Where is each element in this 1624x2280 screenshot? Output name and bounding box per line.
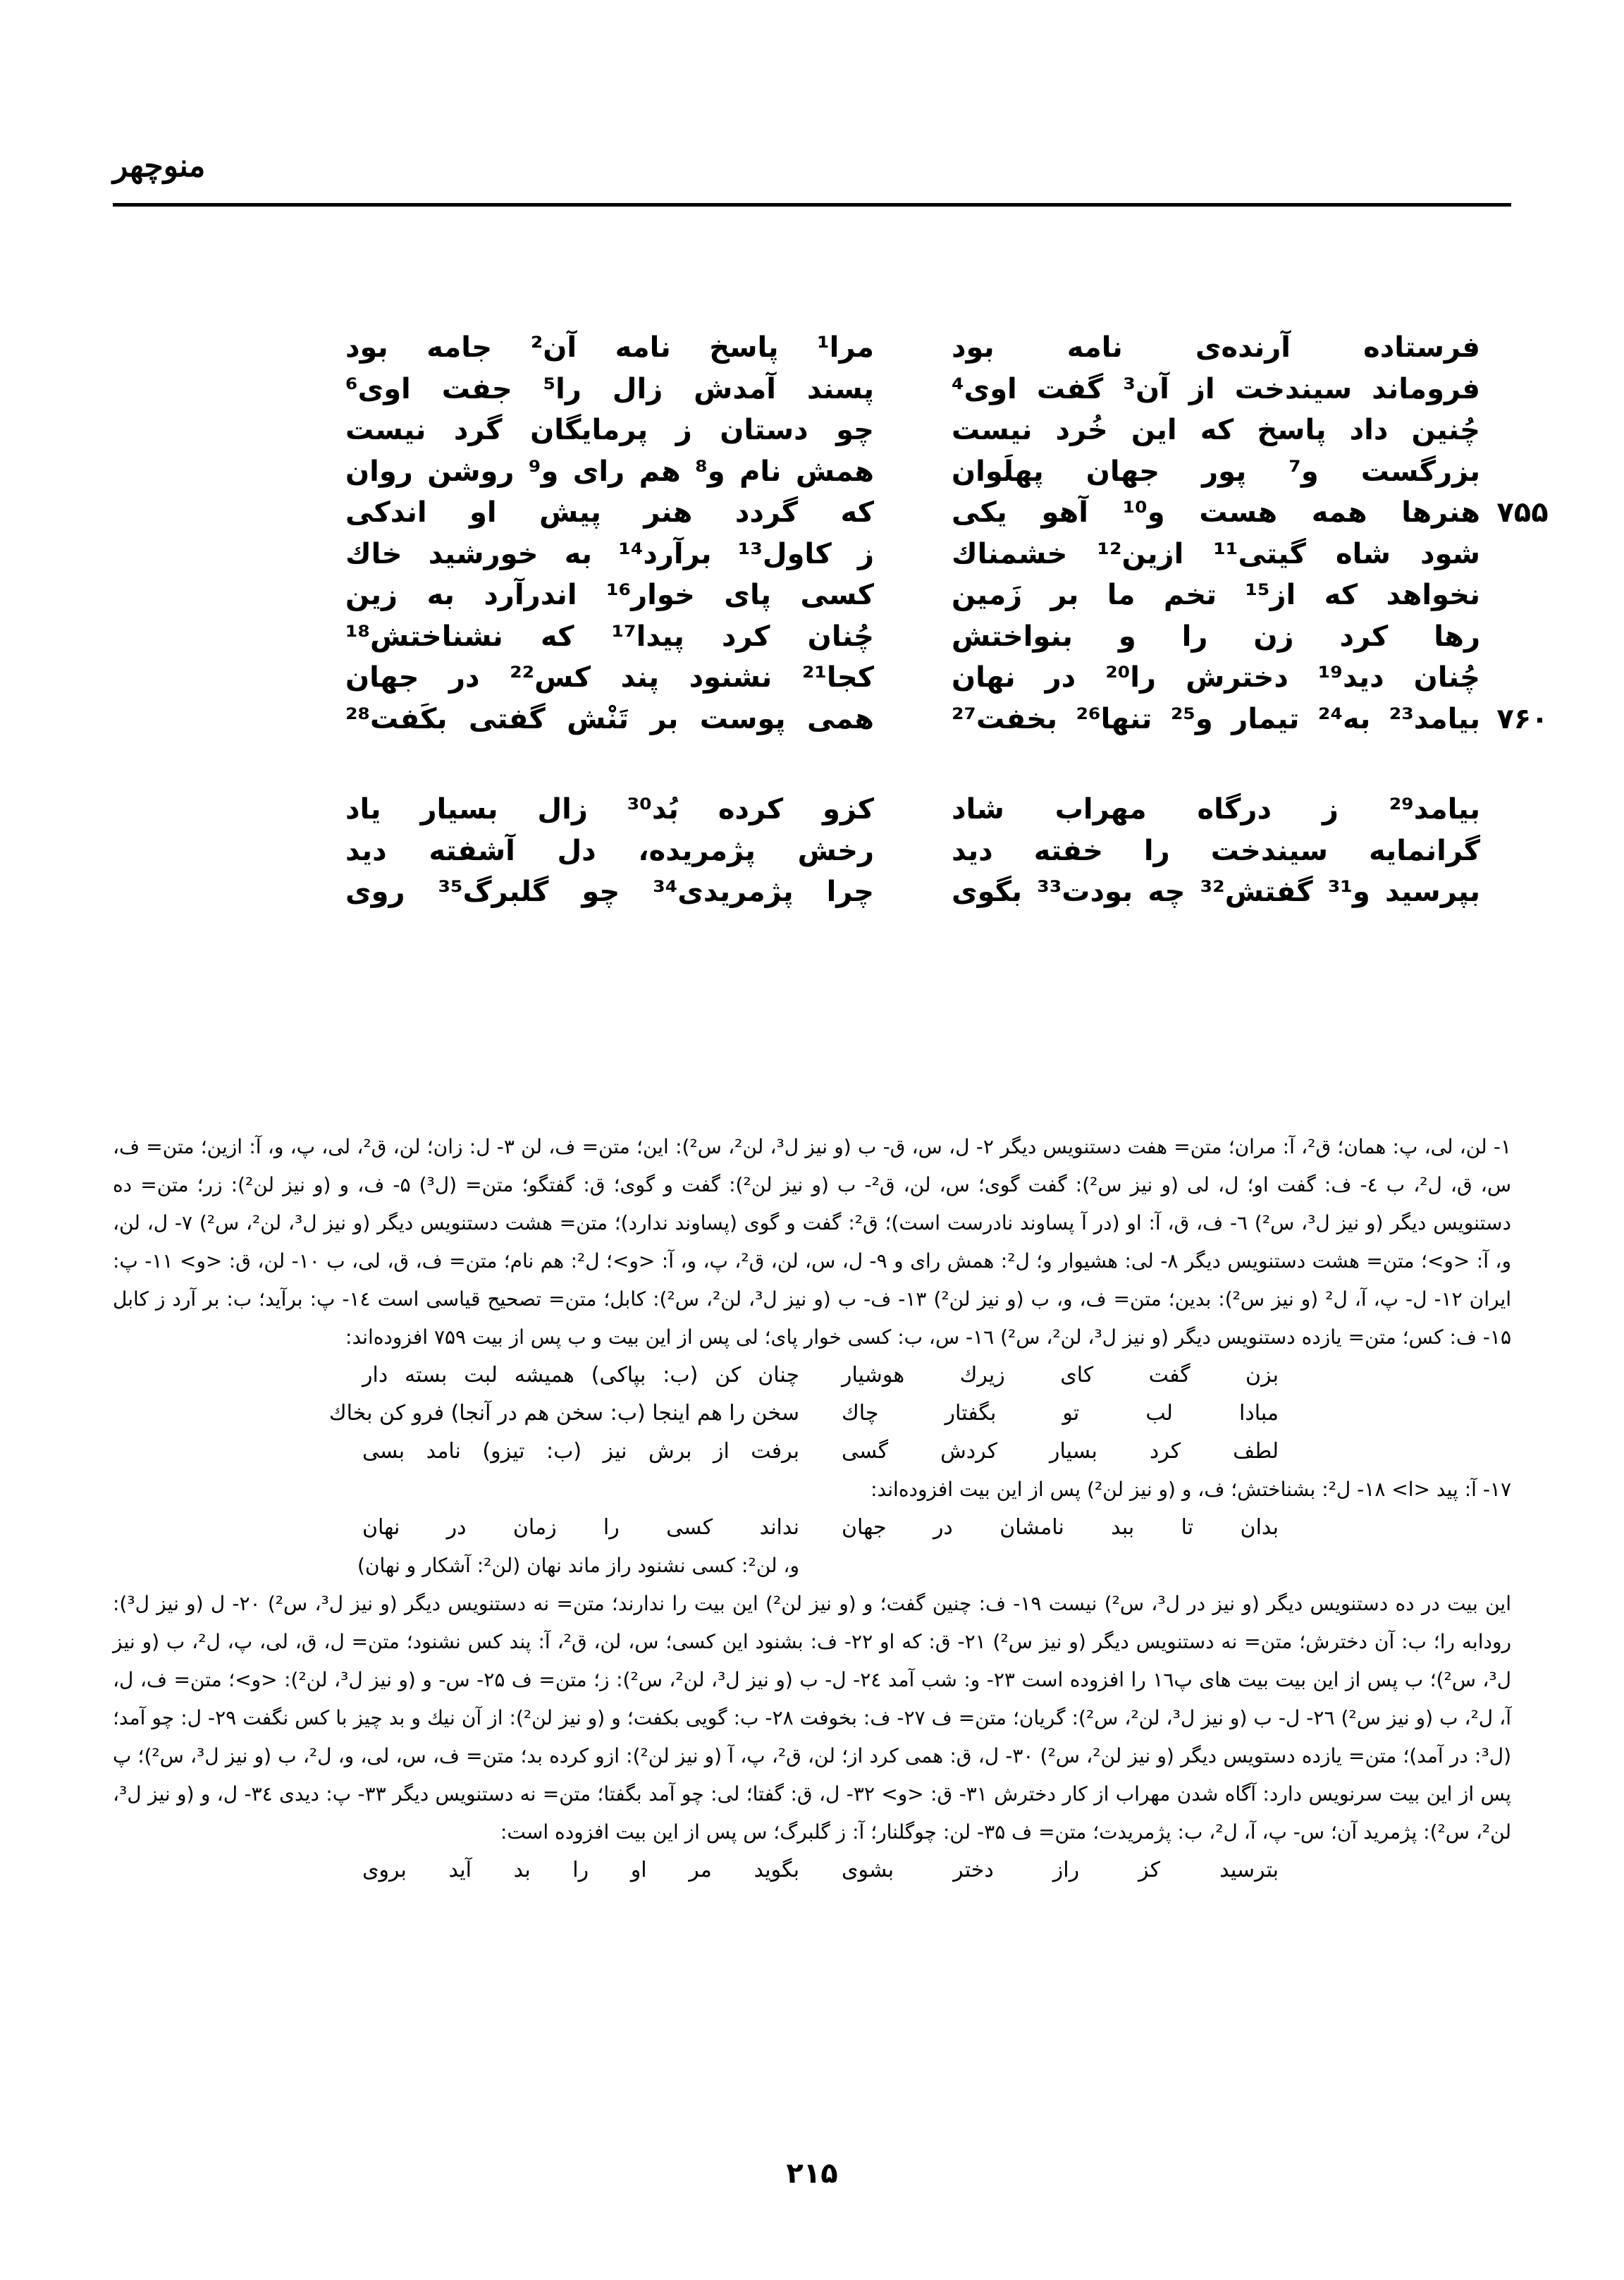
added-hemistich: لطف کرد بسیار کردش گسی [842, 1439, 1279, 1464]
added-hemistich: بترسید کز راز دختر بشوی [842, 1858, 1279, 1882]
couplet [226, 620, 1480, 662]
hemistich-first: بیامد²³ به²⁴ تیمار و²⁵ تنها²⁶ بخفت²⁷ [952, 702, 1481, 735]
footnote-paragraph: ۱۷- آ: پید <ا> ۱۸- ل²: بشناختش؛ ف، و (و نیز لن²) پس از این بیت افزوده‌اند: [871, 1478, 1511, 1501]
couplet [226, 496, 1549, 538]
hemistich-first: چُنین داد پاسخ که این خُرد نیست [952, 414, 1480, 446]
added-hemistich: برفت از برش نیز (ب: تیزو) نامد بسی [362, 1439, 799, 1464]
stanza-gap [226, 744, 1480, 793]
couplet [226, 331, 1480, 373]
added-verse-variant [113, 1547, 1511, 1585]
hemistich-second: مرا¹ پاسخ نامه آن² جامه بود [345, 331, 874, 364]
added-verse [113, 1509, 1511, 1547]
couplet [226, 414, 1480, 455]
page-header [113, 141, 1511, 204]
couplet [226, 661, 1480, 703]
footnote-paragraph: ۱- لن، لی، پ: همان؛ ق²، آ: مران؛ متن= هفت دستنویس دیگر ۲- ل، س، ق- ب (و نیز ل³، لن²، س²): این؛ متن= ف، لن ۳- ل: زان؛ لن، ق²، لی، پ، و، آ: ازین؛ متن= ف، س، ق، ل²، ب ٤- ف: گفت او؛ ل، لی (و نیز س²): گفت گوی؛ س، لن، ق²- ب (و نیز لن²): گفت و گوی؛ ق: گفتگو؛ متن= (ل³) ۵- ف، و (و نیز لن²): زر؛ متن= ده دستنویس دیگر (و نیز ل³، س²) ٦- ف، ق، آ: او (در آ پساوند نادرست است)؛ ق²: گفت و گوی (پساوند ندارد)؛ متن= هشت دستنویس دیگر (و نیز ل³، لن²، س²) ۷- ل، لن، و، آ: <و>؛ متن= هشت دستنویس دیگر ۸- لی: هشیوار و؛ ل²: همش رای و ۹- ل، س، لن، ق²، پ، و، آ: <و>؛ ل²: هم نام؛ متن= ف، ق، لی، ب ۱۰- لن، ق: <و> ۱۱- پ: ایران ۱۲- ل- پ، آ، ل² (و نیز س²): بدین؛ متن= ف، و، ب (و نیز لن²) ۱۳- ف- ب (و نیز ل³، لن²، س²): کابل؛ متن= تصحیح قیاسی است ۱٤- پ: برآید؛ ب: بر آرد ز کابل ۱۵- ف: کس؛ متن= یازده دستنویس دیگر (و نیز ل³، لن²، س²) ۱٦- س، ب: کسی خوار پای؛ لی پس از این بیت و ب پس از بیت ۷۵۹ افزوده‌اند: [113, 1135, 1512, 1349]
added-verse [113, 1851, 1511, 1889]
hemistich-first: هنرها همه هست و¹⁰ آهو یکی [952, 496, 1480, 529]
couplet [226, 373, 1480, 415]
couplet [226, 793, 1480, 835]
added-hemistich: چنان کن (ب: بپاکی) همیشه لبت بسته دار [362, 1363, 799, 1387]
hemistich-first: فرستاده آرنده‌ی نامه بود [952, 331, 1480, 364]
hemistich-second: همش نام و⁸ هم رای و⁹ روشن روان [345, 455, 874, 488]
hemistich-first: نخواهد که از¹⁵ تخم ما بر زَمین [952, 579, 1480, 611]
verse-block-1 [226, 331, 1549, 744]
header-rule [113, 203, 1511, 207]
added-hemistich: مبادا لب تو بگفتار چاك [842, 1401, 1279, 1426]
added-hemistich: بگوید مر او را بد آید بروی [362, 1858, 799, 1882]
hemistich-first: بزرگست و⁷ پور جهان پهلَوان [952, 455, 1480, 488]
hemistich-first: رها کرد زن را و بنواختش [952, 620, 1480, 653]
verse-line-number: ۷۶۰ [1496, 702, 1549, 735]
verse-block-2 [226, 793, 1480, 917]
critical-apparatus [113, 1128, 1511, 1889]
verse-area [226, 331, 1549, 917]
added-verse [113, 1395, 1511, 1433]
running-title: منوچهر [113, 148, 206, 184]
hemistich-second: چُنان کرد پیدا¹⁷ که نشناختش¹⁸ [345, 620, 874, 653]
couplet [226, 579, 1480, 620]
verse-line-number: ۷۵۵ [1496, 496, 1549, 529]
added-verses-1 [113, 1356, 1511, 1471]
hemistich-second: چو دستان ز پرمایگان گرد نیست [345, 414, 874, 446]
hemistich-first: گرانمایه سیندخت را خفته دید [952, 834, 1480, 867]
couplet [226, 455, 1480, 497]
page-number: ۲۱۵ [786, 2157, 838, 2190]
added-verse [113, 1356, 1511, 1395]
footnote-paragraph: این بیت در ده دستنویس دیگر (و نیز در ل³، س²) نیست ۱۹- ف: چنین گفت؛ و (و نیز لن²) این بیت را ندارند؛ متن= نه دستنویس دیگر (و نیز ل³، س²) ۲۰- ل (و نیز ل³): رودابه را؛ ب: آن دخترش؛ متن= نه دستنویس دیگر (و نیز س²) ۲۱- ق: که او ۲۲- ف: بشنود این کسی؛ س، لن، ق²، آ: پند کس نشنود؛ متن= ل، ق، لی، پ، ل²، ب (و نیز ل³، س²)؛ ب پس از این بیت بیت های پ۱٦ را افزوده است ۲۳- و: شب آمد ۲٤- ل- ب (و نیز ل³، لن²، س²): ز؛ متن= ف ۲۵- س- و (و نیز ل³، لن²): <و>؛ متن= ف، ل، آ، ل²، ب (و نیز س²) ۲٦- ل- ب (و نیز ل³، لن²، س²): گریان؛ متن= ف ۲۷- ف: بخوفت ۲۸- ب: گویی بکفت؛ و (و نیز لن²): از آن نیك و بد چیز با کس نگفت ۲۹- ل: چو آمد؛ (ل³: در آمد)؛ متن= یازده دستویس دیگر (و نیز لن²، س²) ۳۰- ل، ق: همی کرد از؛ لن، ق²، پ، آ (و نیز لن²): ازو کرده بد؛ متن= ف، س، لی، و، ل²، ب (و نیز ل³، س²)؛ پ پس از این بیت سرنویس دارد: آگاه شدن مهراب از کار دخترش ۳۱- ق: <و> ۳۲- ل، ق: گفتا؛ لی: چو آمد بگفتا؛ متن= نه دستنویس دیگر ۳۳- پ: دیدی ۳٤- ل، و (و نیز ل³، لن²، س²): پژمرید آن؛ س- پ، آ، ل²، ب: پژمریدت؛ متن= ف ۳۵- لن: چوگلنار؛ آ: ز گلبرگ؛ س پس از این بیت افزوده است: [113, 1592, 1512, 1844]
couplet [226, 702, 1549, 744]
hemistich-second: چرا پژمریدی³⁴ چو گلبرگ³⁵ روی [345, 876, 874, 908]
hemistich-second: که گردد هنر پیش او اندکی [345, 496, 874, 529]
variant-text: و، لن²: کسی نشنود راز ماند نهان (لن²: آشکار و نهان) [357, 1554, 799, 1577]
hemistich-first: بپرسید و³¹ گفتش³² چه بودت³³ بگوی [952, 876, 1480, 908]
added-hemistich: بزن گفت کای زیرك هوشیار [842, 1363, 1279, 1387]
couplet [226, 876, 1480, 917]
added-verse [113, 1433, 1511, 1471]
hemistich-second: پسند آمدش زال را⁵ جفت اوی⁶ [345, 372, 874, 405]
hemistich-first: بیامد²⁹ ز درگاه مهراب شاد [952, 793, 1480, 826]
hemistich-second: رخش پژمریده، دل آشفته دید [345, 834, 874, 867]
couplet [226, 538, 1480, 580]
hemistich-first: فروماند سیندخت از آن³ گفت اوی⁴ [952, 372, 1481, 405]
hemistich-second: کسی پای خوار¹⁶ اندرآرد به زین [345, 579, 874, 611]
hemistich-second: کزو کرده بُد³⁰ زال بسیار یاد [345, 793, 874, 826]
added-hemistich: بدان تا ببد نامشان در جهان [842, 1515, 1279, 1540]
hemistich-first: شود شاه گیتی¹¹ ازین¹² خشمناك [952, 537, 1480, 570]
added-hemistich: نداند کسی را زمان در نهان [362, 1515, 799, 1540]
hemistich-first: چُنان دید¹⁹ دخترش را²⁰ در نهان [952, 661, 1480, 694]
hemistich-second: کجا²¹ نشنود پند کس²² در جهان [345, 661, 874, 694]
couplet [226, 835, 1480, 876]
hemistich-second: ز کاول¹³ برآرد¹⁴ به خورشید خاك [345, 537, 875, 570]
hemistich-second: همی پوست بر تَنْش گفتی بکَفت²⁸ [345, 702, 874, 735]
added-hemistich: سخن را هم اینجا (ب: سخن هم در آنجا) فرو کن بخاك [328, 1401, 799, 1426]
